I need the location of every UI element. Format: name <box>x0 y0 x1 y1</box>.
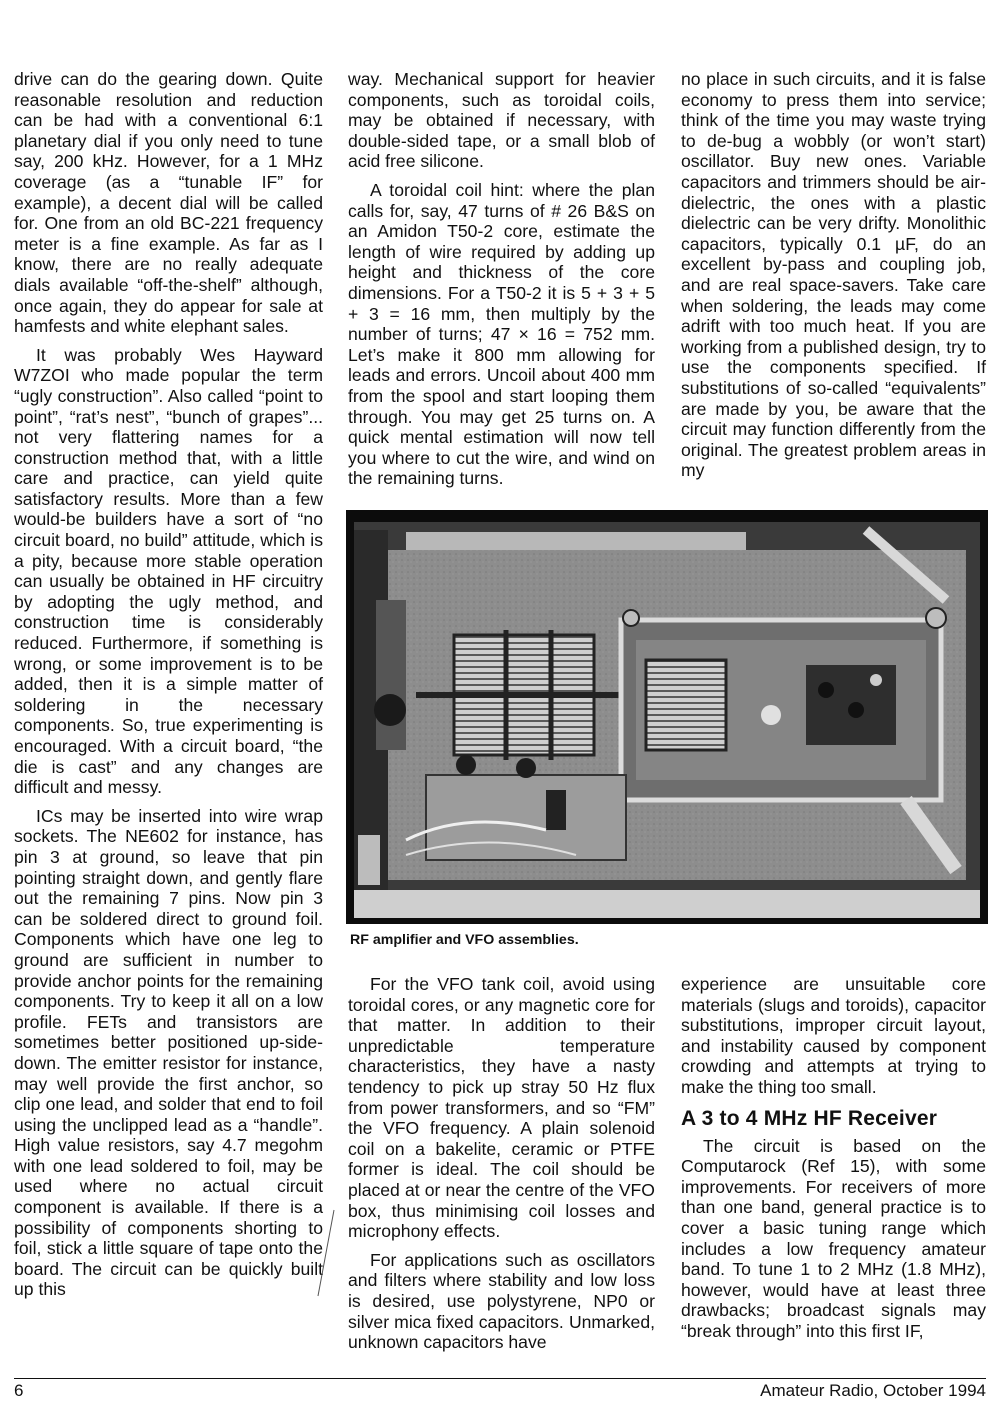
photo-illustration <box>346 510 988 924</box>
paragraph: experience are unsuitable core materials (slugs and toroids), capacitor substitutions, improper circuit layout, and instability caused by component crowding and attempts at trying to make the thing too small. <box>681 974 986 1097</box>
pen-mark <box>314 1208 338 1298</box>
column-left <box>14 69 323 1308</box>
publication-line: Amateur Radio, October 1994 <box>760 1381 986 1400</box>
paragraph: The circuit is based on the Computarock (Ref 15), with some improvements. For receivers of more than one band, general practice is to cover a basic tuning range which includes a low frequency amateur band. To tune 1 to 2 MHz (1.8 MHz), however, would have at least three drawbacks; broadcast signals may “break through” into this first IF, <box>681 1135 986 1341</box>
paragraph: way. Mechanical support for heavier components, such as toroidal coils, may be obtained if necessary, with double-sided tape, or a small blob of acid free silicone. <box>348 69 655 172</box>
paragraph: no place in such circuits, and it is false economy to press them into service; think of the time you may waste trying to de-bug a wobbly (or won’t start) oscillator. Buy new ones. Variable capacitors and trimmers should be air-dielectric, the ones with a plastic dielectric can be very drifty. Monolithic capacitors, typically 0.1 µF, do an excellent by-pass and coupling job, and are real space-savers. Take care when soldering, the leads may come adrift with too much heat. If you are working from a published design, try to use the components specified. If substitutions of so-called “equivalents” are made by you, be aware that the circuit may function differently from the original. The greatest problem areas in my <box>681 69 986 481</box>
figure-caption: RF amplifier and VFO assemblies. <box>350 932 579 948</box>
page-number: 6 <box>14 1381 24 1400</box>
column-right-top <box>681 69 986 489</box>
paragraph: drive can do the gearing down. Quite reasonable resolution and reduction can be had with a conventional 6:1 planetary dial if you only need to tune say, 200 kHz. However, for a 1 MHz coverage (as a “tunable IF” for example), a decent dial will be called for. One from an old BC-221 frequency meter is a fine example. As far as I know, there are no really adequate dials available “off-the-shelf” although, once again, they do appear for sale at hamfests and white elephant sales. <box>14 69 323 337</box>
paragraph: A toroidal coil hint: where the plan calls for, say, 47 turns of # 26 B&S on an Amidon T50-2 core, estimate the length of wire required by adding up height and thickness of the core dimensions. For a T50-2 it is 5 + 3 + 5 + 3 = 16 mm, then multiply by the number of turns; 47 × 16 = 752 mm. Let’s make it 800 mm allowing for leads and errors. Uncoil about 400 mm from the spool and start looping them through. You may get 25 turns on. A quick mental estimation will now tell you where to cut the wire, and wind on the remaining turns. <box>348 179 655 489</box>
paragraph: ICs may be inserted into wire wrap sockets. The NE602 for instance, has pin 3 at ground, so leave that pin pointing straight down, and gently flare out the remaining 7 pins. Now pin 3 can be soldered direct to ground foil. Components which have one leg to ground are sufficient in number to provide anchor points for the remaining components. Try to keep it all on a low profile. FETs and transistors are sometimes better positioned up-side-down. The emitter resistor for instance, may well provide the first anchor, so clip one lead, and solder that end to foil using the unclipped lead as a “handle”. High value resistors, say 4.7 megohm with one lead soldered to foil, may be used where no actual circuit component is available. If there is a possibility of components shorting to foil, stick a little square of tape onto the board. The circuit can be quickly built up this <box>14 805 323 1300</box>
column-middle-bottom <box>348 974 655 1361</box>
paragraph: For the VFO tank coil, avoid using toroidal cores, or any magnetic core for that matter. In addition to their unpredictable temperature characteristics, they have a nasty tendency to pick up stray 50 Hz flux from power transformers, and so “FM” the VFO frequency. A plain solenoid coil on a bakelite, ceramic or PTFE former is ideal. The coil should be placed at or near the centre of the VFO box, thus minimising coil losses and microphony effects. <box>348 974 655 1242</box>
rf-vfo-photo <box>346 510 988 924</box>
column-middle-top <box>348 69 655 497</box>
footer-divider <box>14 1378 986 1379</box>
column-right-bottom <box>681 974 986 1350</box>
paragraph: For applications such as oscillators and filters where stability and low loss is desired, use polystyrene, NP0 or silver mica fixed capacitors. Unmarked, unknown capacitors have <box>348 1249 655 1353</box>
section-heading: A 3 to 4 MHz HF Receiver <box>681 1106 938 1130</box>
paragraph: It was probably Wes Hayward W7ZOI who made popular the term “ugly construction”. Also called “point to point”, “rat’s nest”, “bunch of grapes”... not very flattering names for a construction method that, with a little care and practice, can yield quite satisfactory results. More than a few would-be builders have a sort of “no circuit board, no build” attitude, which is a pity, because more stable operation can usually be obtained in HF circuitry by adopting the ugly method, and construction time is considerably reduced. Furthermore, if something is wrong, or some improvement is to be added, then it is a simple matter of soldering in the necessary components. So, true experimenting is encouraged. With a circuit board, “the die is cast” and any changes are difficult and messy. <box>14 344 323 798</box>
